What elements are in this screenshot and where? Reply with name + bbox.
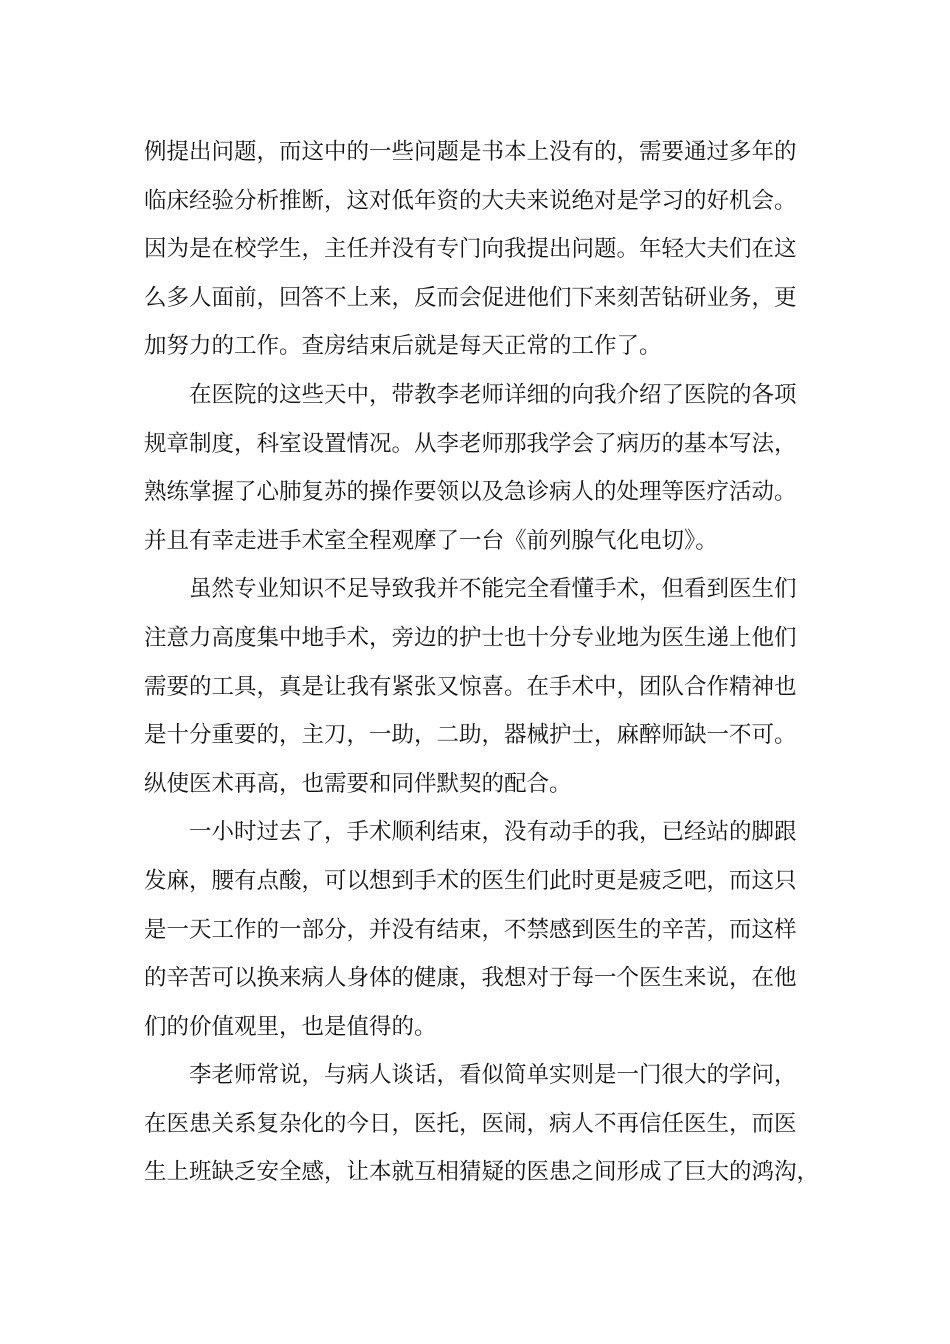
text-line: 规章制度，科室设置情况。从李老师那我学会了病历的基本写法，	[144, 430, 797, 457]
text-line: 并且有幸走进手术室全程观摩了一台《前列腺气化电切》。	[144, 527, 718, 554]
text-line: 因为是在校学生，主任并没有专门向我提出问题。年轻大夫们在这	[144, 236, 797, 263]
paragraph-first-line: 李老师常说，与病人谈话，看似简单实则是一门很大的学问，	[189, 1062, 797, 1089]
text-line: 例提出问题，而这中的一些问题是书本上没有的，需要通过多年的	[144, 139, 797, 165]
text-line: 加努力的工作。查房结束后就是每天正常的工作了。	[144, 333, 662, 360]
text-line: 在医患关系复杂化的今日，医托，医闹，病人不再信任医生，而医	[144, 1110, 797, 1137]
text-line: 发麻，腰有点酸，可以想到手术的医生们此时更是疲乏吧，而这只	[144, 867, 797, 894]
text-line: 临床经验分析推断，这对低年资的大夫来说绝对是学习的好机会。	[144, 187, 797, 214]
paragraph-first-line: 虽然专业知识不足导致我并不能完全看懂手术，但看到医生们	[189, 576, 797, 603]
text-line: 是十分重要的，主刀，一助，二助，器械护士，麻醉师缺一不可。	[144, 722, 797, 749]
text-line: 注意力高度集中地手术，旁边的护士也十分专业地为医生递上他们	[144, 624, 797, 651]
text-line: 生上班缺乏安全感，让本就互相猜疑的医患之间形成了巨大的鸿沟，	[144, 1159, 820, 1186]
paragraph-first-line: 一小时过去了，手术顺利结束，没有动手的我，已经站的脚跟	[189, 819, 797, 846]
body-text	[144, 128, 824, 1197]
text-line: 熟练掌握了心肺复苏的操作要领以及急诊病人的处理等医疗活动。	[144, 479, 797, 506]
text-line: 的辛苦可以换来病人身体的健康，我想对于每一个医生来说，在他	[144, 965, 797, 992]
text-line: 纵使医术再高，也需要和同伴默契的配合。	[144, 770, 572, 797]
text-line: 们的价值观里，也是值得的。	[144, 1013, 437, 1040]
text-line: 是一天工作的一部分，并没有结束，不禁感到医生的辛苦，而这样	[144, 916, 797, 943]
paragraph-first-line: 在医院的这些天中，带教李老师详细的向我介绍了医院的各项	[189, 381, 797, 408]
text-line: 需要的工具，真是让我有紧张又惊喜。在手术中，团队合作精神也	[144, 673, 797, 700]
text-line: 么多人面前，回答不上来，反而会促进他们下来刻苦钻研业务，更	[144, 284, 797, 311]
